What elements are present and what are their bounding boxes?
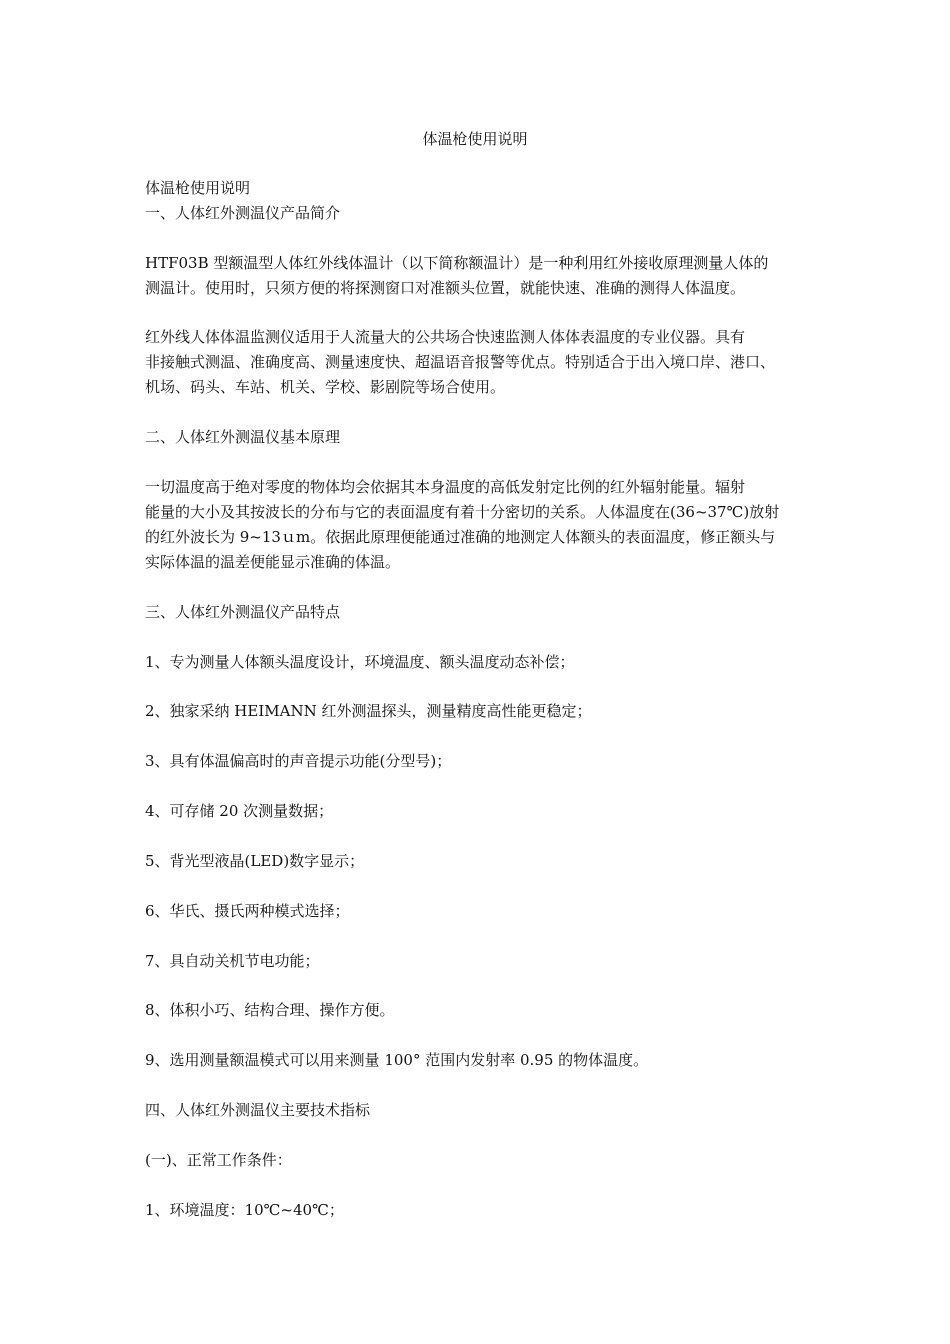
list-item: 7、具自动关机节电功能；	[145, 952, 320, 970]
list-item: 6、华氏、摄氏两种模式选择；	[145, 902, 350, 920]
list-item: 4、可存储 20 次测量数据；	[145, 802, 334, 820]
doc-line: 机场、码头、车站、机关、学校、影剧院等场合使用。	[145, 378, 506, 396]
section-heading: 三、人体红外测温仪产品特点	[145, 603, 341, 621]
list-item: 9、选用测量额温模式可以用来测量 100° 范围内发射率 0.95 的物体温度。	[145, 1051, 649, 1069]
list-item: 5、背光型液晶(LED)数字显示；	[145, 852, 365, 870]
doc-line: 测温计。使用时，只须方便的将探测窗口对准额头位置，就能快速、准确的测得人体温度。	[145, 279, 746, 297]
doc-line: 红外线人体体温监测仪适用于人流量大的公共场合快速监测人体体表温度的专业仪器。具有	[145, 328, 746, 346]
list-item: 3、具有体温偏高时的声音提示功能(分型号)；	[145, 752, 452, 770]
section-heading: 四、人体红外测温仪主要技术指标	[145, 1101, 371, 1119]
document-title: 体温枪使用说明	[422, 130, 528, 148]
list-item: 2、独家采纳 HEIMANN 红外测温探头，测量精度高性能更稳定；	[145, 702, 592, 720]
doc-line: 一切温度高于绝对零度的物体均会依据其本身温度的高低发射定比例的红外辐射能量。辐射	[145, 478, 746, 496]
list-item: 1、专为测量人体额头温度设计，环境温度、额头温度动态补偿；	[145, 653, 575, 671]
doc-line: 能量的大小及其按波长的分布与它的表面温度有着十分密切的关系。人体温度在(36~37℃)放射	[145, 503, 780, 521]
doc-line: 实际体温的温差便能显示准确的体温。	[145, 553, 401, 571]
section-heading: 一、人体红外测温仪产品简介	[145, 204, 341, 222]
doc-line: 非接触式测温、准确度高、测量速度快、超温语音报警等优点。特别适合于出入境口岸、港口、	[145, 353, 776, 371]
section-heading: 二、人体红外测温仪基本原理	[145, 428, 341, 446]
list-item: 1、环境温度：10℃~40℃；	[145, 1201, 344, 1219]
doc-line: 的红外波长为 9~13ｕm。依据此原理便能通过准确的地测定人体额头的表面温度，修正额头与	[145, 528, 776, 546]
sub-heading: (一)、正常工作条件：	[145, 1151, 292, 1169]
doc-line: HTF03B 型额温型人体红外线体温计（以下简称额温计）是一种利用红外接收原理测量人体的	[145, 254, 769, 272]
list-item: 8、体积小巧、结构合理、操作方便。	[145, 1001, 395, 1019]
doc-line: 体温枪使用说明	[145, 179, 251, 197]
